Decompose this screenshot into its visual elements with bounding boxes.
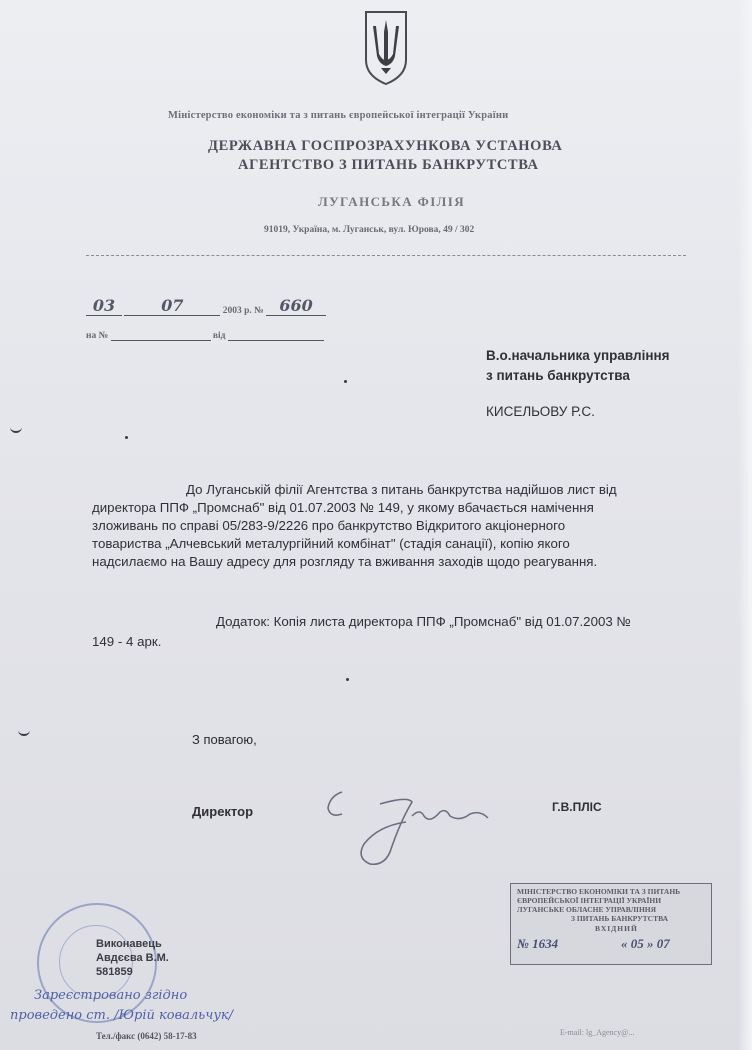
- page-edge: [738, 0, 752, 1050]
- scan-speck: [344, 380, 347, 383]
- date-year: 2003 р.: [222, 306, 252, 316]
- executor-name: Авдєєва В.М.: [96, 952, 169, 964]
- body-line-5: надсилаємо на Вашу адресу для розгляду та вживання заходів щодо реагування.: [92, 554, 598, 569]
- appendix-line-2: 149 - 4 арк.: [92, 634, 162, 649]
- branch-name: ЛУГАНСЬКА ФІЛІЯ: [318, 194, 465, 209]
- executor-phone: 581859: [96, 966, 133, 978]
- date-month: 07: [161, 296, 184, 315]
- header-divider: [86, 255, 686, 256]
- outgoing-number: 660: [279, 296, 313, 315]
- addressee-name: КИСЕЛЬОВУ Р.С.: [486, 404, 595, 419]
- registration-stamp: [510, 883, 712, 965]
- organization-address: 91019, Україна, м. Луганськ, вул. Юрова, 49 / 302: [264, 225, 475, 235]
- footer-telefax: Тел./факс (0642) 58-17-83: [96, 1031, 197, 1041]
- stamp-incoming-number: № 1634: [517, 936, 559, 951]
- stamp-incoming-date: « 05 » 07: [621, 936, 670, 951]
- organization-name-line1: ДЕРЖАВНА ГОСПРОЗРАХУНКОВА УСТАНОВА: [208, 138, 563, 154]
- signatory-position: Директор: [192, 804, 254, 819]
- stamp-line-5: ВХІДНИЙ: [595, 924, 638, 933]
- stamp-line-2: ЄВРОПЕЙСЬКОЇ ІНТЕГРАЦІЇ УКРАЇНИ: [517, 896, 662, 905]
- trident-emblem-icon: [361, 8, 411, 86]
- organization-name-line2: АГЕНТСТВО З ПИТАНЬ БАНКРУТСТВА: [238, 157, 539, 173]
- body-line-2: директора ППФ „Промснаб" від 01.07.2003 № 149, у якому вбачається намічення: [92, 500, 594, 515]
- stamp-line-3: ЛУГАНСЬКЕ ОБЛАСНЕ УПРАВЛІННЯ: [517, 905, 657, 914]
- appendix-line-1: Додаток: Копія листа директора ППФ „Промснаб" від 01.07.2003 №: [216, 614, 631, 629]
- ministry-name: Міністерство економіки та з питань європейської інтеграції України: [168, 110, 509, 121]
- reference-line: [86, 330, 324, 341]
- addressee-position: В.о.начальника управління: [486, 348, 670, 363]
- ref-number-label: на №: [86, 331, 109, 341]
- signatory-name: Г.В.ПЛІС: [552, 800, 602, 814]
- closing-regards: З повагою,: [192, 732, 257, 747]
- punch-mark: [18, 728, 30, 736]
- stamp-line-1: МІНІСТЕРСТВО ЕКОНОМІКИ ТА З ПИТАНЬ: [517, 887, 681, 896]
- executor-label: Виконавець: [96, 938, 162, 950]
- punch-mark: [10, 425, 22, 433]
- handwritten-note-line-1: Зареєстровано згідно: [34, 988, 188, 1003]
- body-line-1: До Луганській філії Агентства з питань банкрутства надійшов лист від: [186, 482, 617, 497]
- ref-from-label: від: [212, 331, 226, 341]
- addressee-department: з питань банкрутства: [486, 368, 630, 383]
- body-line-4: товариства „Алчевський металургійний комбінат" (стадія санації), копію якого: [92, 536, 570, 551]
- stamp-line-4: З ПИТАНЬ БАНКРУТСТВА: [571, 914, 669, 923]
- body-line-3: зложивань по справі 05/283-9/2226 про банкрутство Відкритого акціонерного: [92, 518, 566, 533]
- director-signature-icon: [320, 782, 500, 872]
- footer-email: E-mail: lg_Agency@...: [560, 1028, 635, 1037]
- scan-speck: [346, 678, 349, 681]
- scan-speck: [125, 436, 128, 439]
- number-sign: №: [254, 306, 264, 316]
- handwritten-note-line-2: проведено ст. /Юрій ковальчук/: [10, 1008, 234, 1023]
- outgoing-date-line: [86, 296, 326, 316]
- date-day: 03: [92, 296, 116, 315]
